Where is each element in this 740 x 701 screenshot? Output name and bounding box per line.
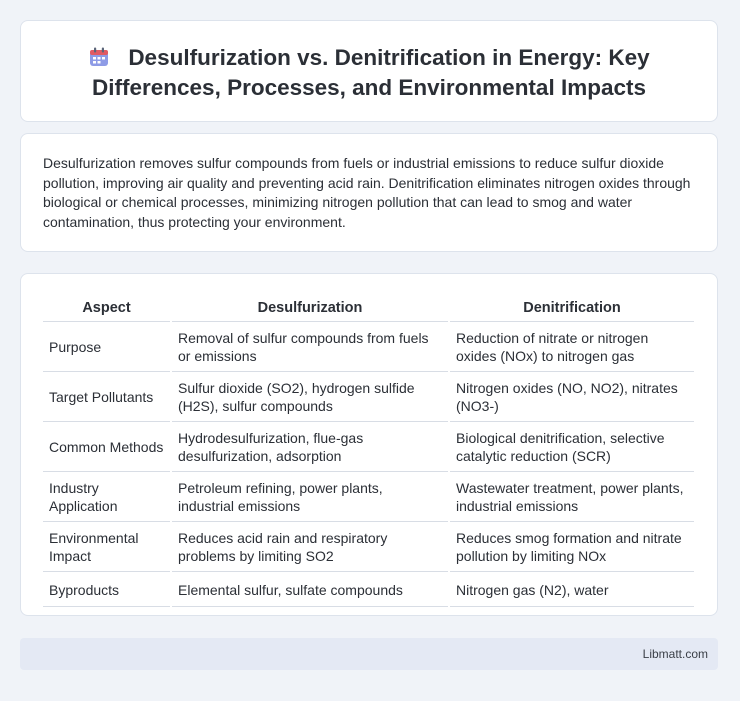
calendar-icon	[88, 46, 110, 68]
cell-aspect: Target Pollutants	[43, 372, 170, 422]
comparison-card	[20, 273, 718, 616]
cell-denitrification: Nitrogen oxides (NO, NO2), nitrates (NO3-)	[450, 372, 694, 422]
cell-desulfurization: Hydrodesulfurization, flue-gas desulfurization, adsorption	[172, 422, 448, 472]
cell-denitrification: Wastewater treatment, power plants, industrial emissions	[450, 472, 694, 522]
cell-denitrification: Biological denitrification, selective catalytic reduction (SCR)	[450, 422, 694, 472]
cell-denitrification: Reduces smog formation and nitrate pollution by limiting NOx	[450, 522, 694, 572]
intro-paragraph: Desulfurization removes sulfur compounds from fuels or industrial emissions to reduce sulfur dioxide pollution, improving air quality and preventing acid rain. Denitrification eliminates nitrogen oxides through biological or chemical processes, minimizing nitrogen pollution that can lead to smog and water contamination, thus protecting your environment.	[43, 155, 691, 230]
cell-aspect: Purpose	[43, 322, 170, 372]
page-title	[21, 43, 717, 103]
title-card	[20, 20, 718, 122]
table-row	[43, 322, 694, 372]
cell-desulfurization: Sulfur dioxide (SO2), hydrogen sulfide (H2S), sulfur compounds	[172, 372, 448, 422]
table-row	[43, 472, 694, 522]
cell-desulfurization: Elemental sulfur, sulfate compounds	[172, 572, 448, 607]
cell-desulfurization: Petroleum refining, power plants, industrial emissions	[172, 472, 448, 522]
cell-desulfurization: Removal of sulfur compounds from fuels or emissions	[172, 322, 448, 372]
cell-denitrification: Reduction of nitrate or nitrogen oxides (NOx) to nitrogen gas	[450, 322, 694, 372]
cell-denitrification: Nitrogen gas (N2), water	[450, 572, 694, 607]
header-desulfurization: Desulfurization	[172, 295, 448, 322]
cell-aspect: Byproducts	[43, 572, 170, 607]
table-row	[43, 572, 694, 607]
cell-desulfurization: Reduces acid rain and respiratory problems by limiting SO2	[172, 522, 448, 572]
table-row	[43, 522, 694, 572]
cell-aspect: Common Methods	[43, 422, 170, 472]
cell-aspect: Industry Application	[43, 472, 170, 522]
cell-aspect: Environmental Impact	[43, 522, 170, 572]
comparison-table	[41, 295, 696, 607]
table-row	[43, 422, 694, 472]
header-aspect: Aspect	[43, 295, 170, 322]
table-row	[43, 372, 694, 422]
footer	[20, 638, 718, 670]
header-denitrification: Denitrification	[450, 295, 694, 322]
table-header-row	[43, 295, 694, 322]
page-title-text: Desulfurization vs. Denitrification in Energy: Key Differences, Processes, and Environmental Impacts	[92, 45, 650, 100]
footer-site-link[interactable]: Libmatt.com	[642, 647, 708, 661]
intro-card	[20, 133, 718, 252]
